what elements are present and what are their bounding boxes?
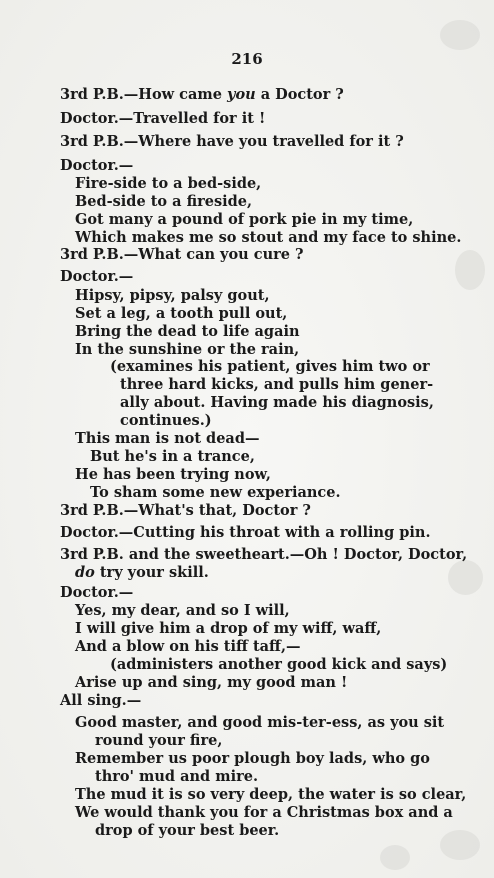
text-run: Set a leg, a tooth pull out,: [75, 305, 288, 322]
text-run: 3rd P.B.—What can you cure ?: [60, 246, 304, 263]
text-run: Got many a pound of pork pie in my time,: [75, 211, 414, 228]
text-line: [75, 341, 299, 359]
text-run: Doctor.—Cutting his throat with a rolling pin.: [60, 524, 431, 541]
text-line: [75, 804, 453, 822]
text-line: [60, 246, 304, 264]
text-line: [95, 732, 222, 750]
text-line: [60, 157, 133, 175]
paper-stain: [380, 845, 410, 870]
text-run: Doctor.—: [60, 584, 134, 601]
text-run: Yes, my dear, and so I will,: [75, 602, 290, 619]
text-line: [75, 466, 271, 484]
text-line: [120, 376, 433, 394]
text-line: [120, 412, 212, 430]
text-line: [75, 786, 466, 804]
text-run: three hard kicks, and pulls him gener-: [120, 376, 434, 393]
text-run: To sham some new experiance.: [90, 484, 341, 501]
text-line: [60, 86, 344, 104]
text-line: [75, 305, 287, 323]
text-run: continues.): [120, 412, 212, 429]
text-line: [75, 287, 270, 305]
text-line: [110, 656, 447, 674]
text-run: But he's in a trance,: [90, 448, 255, 465]
text-line: [75, 674, 347, 692]
text-line: [60, 133, 404, 151]
text-run: We would thank you for a Christmas box and a: [75, 804, 453, 821]
text-line: [120, 394, 434, 412]
text-run: try your skill.: [94, 564, 209, 581]
text-line: [95, 768, 258, 786]
text-run: round your fire,: [95, 732, 223, 749]
text-line: [95, 822, 279, 840]
text-run: All sing.—: [60, 692, 142, 709]
italic-word: do: [75, 564, 95, 581]
text-run: 3rd P.B. and the sweetheart.—Oh ! Doctor, Doctor,: [60, 546, 468, 563]
text-run: Fire-side to a bed-side,: [75, 175, 262, 192]
text-line: [60, 546, 467, 564]
text-run: Hipsy, pipsy, palsy gout,: [75, 287, 270, 304]
text-run: Remember us poor plough boy lads, who go: [75, 750, 430, 767]
text-line: [60, 584, 133, 602]
text-line: [60, 268, 133, 286]
text-run: Doctor.—Travelled for it !: [60, 110, 266, 127]
text-run: I will give him a drop of my wiff, waff,: [75, 620, 382, 637]
text-line: [90, 484, 341, 502]
text-line: [110, 358, 430, 376]
text-run: He has been trying now,: [75, 466, 271, 483]
text-line: [75, 750, 430, 768]
text-line: [60, 110, 265, 128]
text-run: Doctor.—: [60, 268, 134, 285]
text-run: Arise up and sing, my good man !: [75, 674, 348, 691]
text-line: [90, 448, 255, 466]
italic-word: you: [227, 86, 256, 103]
text-line: [75, 193, 252, 211]
text-line: [75, 175, 261, 193]
text-run: In the sunshine or the rain,: [75, 341, 300, 358]
text-run: drop of your best beer.: [95, 822, 280, 839]
text-line: [75, 602, 290, 620]
text-run: ally about. Having made his diagnosis,: [120, 394, 434, 411]
text-run: Good master, and good mis-ter-ess, as you sit: [75, 714, 445, 731]
text-line: [75, 323, 300, 341]
text-line: [75, 211, 413, 229]
text-run: Doctor.—: [60, 157, 134, 174]
text-line: [75, 229, 461, 247]
text-line: [60, 524, 431, 542]
text-run: 3rd P.B.—How came: [60, 86, 228, 103]
paper-stain: [448, 560, 483, 595]
text-run: (examines his patient, gives him two or: [110, 358, 430, 375]
text-line: [60, 692, 141, 710]
text-run: And a blow on his tiff taff,—: [75, 638, 301, 655]
text-line: [75, 620, 381, 638]
text-run: (administers another good kick and says): [110, 656, 448, 673]
page-number: 216: [231, 50, 263, 68]
text-line: [75, 714, 444, 732]
text-run: a Doctor ?: [255, 86, 344, 103]
paper-stain: [440, 830, 480, 860]
text-line: [60, 502, 311, 520]
text-line: [75, 564, 209, 582]
paper-stain: [440, 20, 480, 50]
text-line: [75, 638, 301, 656]
text-run: Bring the dead to life again: [75, 323, 300, 340]
text-run: The mud it is so very deep, the water is so clear,: [75, 786, 467, 803]
text-run: 3rd P.B.—Where have you travelled for it ?: [60, 133, 404, 150]
text-run: 3rd P.B.—What's that, Doctor ?: [60, 502, 311, 519]
paper-stain: [455, 250, 485, 290]
text-run: Bed-side to a fireside,: [75, 193, 253, 210]
text-run: Which makes me so stout and my face to shine.: [75, 229, 462, 246]
text-run: thro' mud and mire.: [95, 768, 258, 785]
text-run: This man is not dead—: [75, 430, 260, 447]
text-line: [75, 430, 259, 448]
